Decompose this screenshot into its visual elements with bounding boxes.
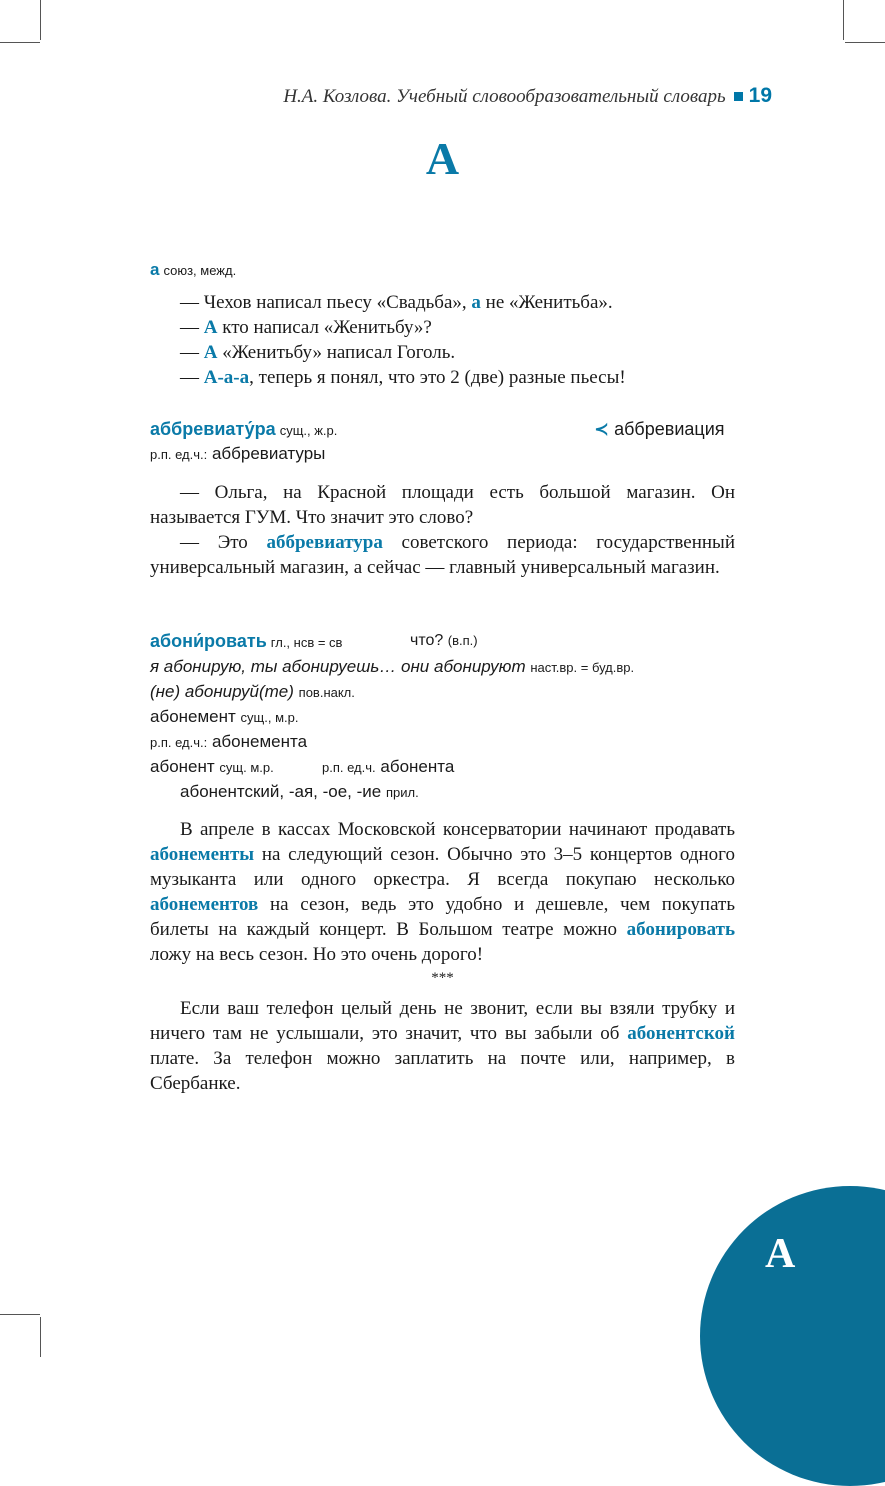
section-letter: А bbox=[425, 133, 460, 184]
arrow-left-icon: ≺ bbox=[594, 419, 610, 439]
crop-mark bbox=[843, 0, 844, 40]
headword: а bbox=[150, 260, 160, 279]
example-line: — А-а-а, теперь я понял, что это 2 (две) разные пьесы! bbox=[180, 367, 626, 388]
crop-mark bbox=[0, 42, 40, 43]
headword: абони́ровать bbox=[150, 631, 267, 651]
example-line: — А «Женитьбу» написал Гоголь. bbox=[180, 342, 456, 363]
grammar-label: сущ., ж.р. bbox=[279, 423, 338, 438]
government: что? (в.п.) bbox=[410, 632, 478, 649]
source-word: ≺ аббревиация bbox=[594, 419, 725, 439]
derivative-abonent-genitive: р.п. ед.ч. абонента bbox=[322, 757, 455, 776]
derivative-abonement-genitive: р.п. ед.ч.: абонемента bbox=[150, 732, 308, 751]
section-tab-letter: А bbox=[765, 1231, 796, 1277]
running-title: Н.А. Козлова. Учебный словообразовательный словарь bbox=[283, 86, 726, 107]
page-number: 19 bbox=[748, 84, 772, 107]
grammar-label: гл., нсв = св bbox=[270, 635, 343, 650]
crop-mark bbox=[40, 1317, 41, 1357]
conjugation: я абонирую, ты абонируешь… они абонируют наст.вр. = буд.вр. bbox=[150, 657, 635, 676]
crop-mark bbox=[40, 0, 41, 40]
imperative: (не) абонируй(те) пов.накл. bbox=[150, 682, 355, 701]
derivative-abonement: абонемент сущ., м.р. bbox=[150, 707, 299, 726]
example-line: — Чехов написал пьесу «Свадьба», а не «Женитьба». bbox=[180, 292, 613, 313]
entry-abon-head bbox=[150, 631, 342, 652]
separator-stars: *** bbox=[431, 970, 454, 986]
derivative-abonent: абонент сущ. м.р. bbox=[150, 757, 274, 776]
example-text: В апреле в кассах Московской консерватории начинают продавать абонементы на следующий сезон. Обычно это 3–5 концертов одного музыканта или одного оркестра. Я всегда покупаю несколько абонементов на сезон, ведь это удобно и дешевле, чем покупать билеты на каждый концерт. В Большом театре можно абонировать ложу на весь сезон. Но это очень дорого! bbox=[150, 819, 735, 965]
square-bullet-icon bbox=[734, 92, 743, 101]
grammar-label: союз, межд. bbox=[163, 263, 237, 278]
entry-abbr-head bbox=[150, 419, 337, 440]
derivative-abonentsky: абонентский, -ая, -ое, -ие прил. bbox=[180, 782, 419, 801]
headword: аббревиату́ра bbox=[150, 419, 276, 439]
genitive-form: р.п. ед.ч.: аббревиатуры bbox=[150, 444, 326, 463]
entry-a-head bbox=[150, 260, 236, 280]
example-text: — Ольга, на Красной площади есть большой магазин. Он называется ГУМ. Что значит это слово? — Это аббревиатура советского периода: государственный универсальный магазин, а сейчас — главный универсальный магазин. bbox=[150, 482, 735, 578]
crop-mark bbox=[0, 1314, 40, 1315]
running-header bbox=[283, 84, 772, 108]
crop-mark bbox=[845, 42, 885, 43]
example-text: Если ваш телефон целый день не звонит, если вы взяли трубку и ничего там не услышали, это значит, что вы забыли об абонентской плате. За телефон можно заплатить на почте или, например, в Сбербанке. bbox=[150, 998, 735, 1094]
example-line: — А кто написал «Женитьбу»? bbox=[180, 317, 432, 338]
